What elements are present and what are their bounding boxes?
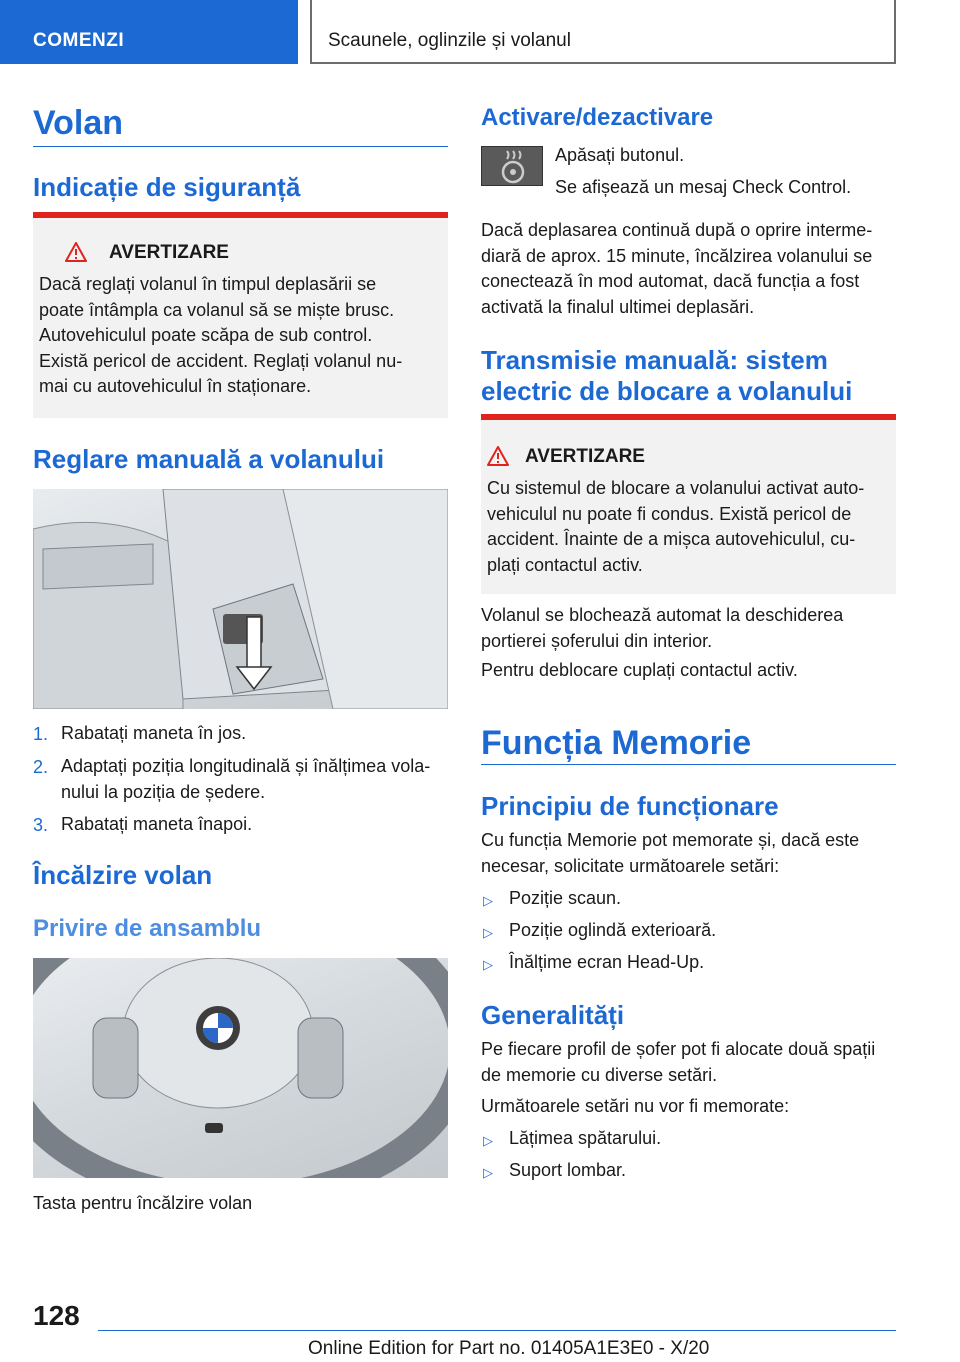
step-text: Rabatați maneta înapoi. [61, 814, 253, 834]
image-caption: Tasta pentru încălzire volan [33, 1193, 253, 1213]
memory-title: Funcția Memorie [481, 724, 752, 762]
manual-adjust-heading: Reglare manuală a volanului [33, 444, 385, 474]
footer-rule [98, 1330, 896, 1331]
warning-label: AVERTIZARE [525, 446, 645, 467]
step-text: Adaptați poziția longitudinală și înălțimea vola- nului la poziția de ședere. [61, 756, 431, 802]
section-label: COMENZI [33, 30, 125, 51]
triangle-bullet-icon: ▷ [483, 1133, 493, 1148]
list-item: Lățimea spătarului. [509, 1128, 662, 1148]
section-tab [0, 0, 298, 64]
title-rule [481, 764, 896, 765]
list-item: Înălțime ecran Head-Up. [509, 952, 705, 972]
general-heading: Generalități [481, 1000, 625, 1030]
warning-text: Cu sistemul de blocare a volanului activat auto- vehiculul nu poate fi condus. Există pericol de accident. Înainte de a mișca autovehiculul, cu- plați contactul activ. [487, 478, 865, 575]
list-item: Poziție scaun. [509, 888, 622, 908]
warning-label: AVERTIZARE [109, 242, 229, 263]
check-control-message: Se afișează un mesaj Check Control. [555, 177, 852, 197]
title-rule [33, 146, 448, 147]
steering-wheel-drawing [33, 958, 448, 1178]
step-number: 1. [33, 724, 49, 744]
step-number: 3. [33, 815, 49, 835]
list-item: Suport lombar. [509, 1160, 627, 1180]
overview-heading: Privire de ansamblu [33, 915, 262, 942]
page-title: Volan [33, 104, 124, 142]
steering-heat-button-icon [481, 146, 543, 186]
steering-lever-illustration [33, 489, 448, 709]
heating-heading: Încălzire volan [33, 860, 213, 890]
press-instruction: Apăsați butonul. [555, 145, 685, 165]
unlock-paragraph: Pentru deblocare cuplați contactul activ. [481, 660, 798, 680]
steering-lock-heading: Transmisie manuală: sistem electric de blocare a volanului [481, 345, 853, 406]
chapter-label: Scaunele, oglinzile și volanul [328, 30, 571, 51]
warning-triangle-icon [487, 446, 509, 466]
triangle-bullet-icon: ▷ [483, 957, 493, 972]
principle-paragraph: Cu funcția Memorie pot memorate și, dacă este necesar, solicitate următoarele setări: [481, 830, 860, 876]
safety-heading: Indicație de siguranță [33, 172, 301, 202]
steering-wheel-illustration [33, 958, 448, 1178]
steering-column-drawing [33, 489, 448, 709]
general-paragraph: Pe fiecare profil de șofer pot fi alocate două spații de memorie cu diverse setări. [481, 1039, 876, 1085]
triangle-bullet-icon: ▷ [483, 1165, 493, 1180]
not-saved-intro: Următoarele setări nu vor fi memorate: [481, 1096, 790, 1116]
auto-lock-paragraph: Volanul se blochează automat la deschiderea portierei șoferului din interior. [481, 605, 844, 651]
triangle-bullet-icon: ▷ [483, 893, 493, 908]
step-number: 2. [33, 757, 49, 777]
warning-text: Dacă reglați volanul în timpul deplasării se poate întâmpla ca volanul să se miște brusc. Autovehiculul poate scăpa de sub control. Există pericol de accident. Reglați volanul nu- mai cu autovehiculul în staționare. [39, 274, 403, 396]
page-number: 128 [33, 1300, 80, 1331]
chapter-tab [310, 0, 896, 64]
step-text: Rabatați maneta în jos. [61, 723, 247, 743]
warning-box [33, 212, 448, 418]
edition-text: Online Edition for Part no. 01405A1E3E0 - X/20 [308, 1338, 710, 1359]
triangle-bullet-icon: ▷ [483, 925, 493, 940]
list-item: Poziție oglindă exterioară. [509, 920, 717, 940]
warning-triangle-icon [65, 242, 87, 262]
toggle-heading: Activare/dezactivare [481, 104, 714, 131]
principle-heading: Principiu de funcționare [481, 791, 779, 821]
warning-box [481, 414, 896, 594]
auto-activation-paragraph: Dacă deplasarea continuă după o oprire interme- diară de aprox. 15 minute, încălzirea volanului se conectează în mod automat, dacă funcția a fost activată la finalul ultimei deplasări. [481, 220, 873, 317]
